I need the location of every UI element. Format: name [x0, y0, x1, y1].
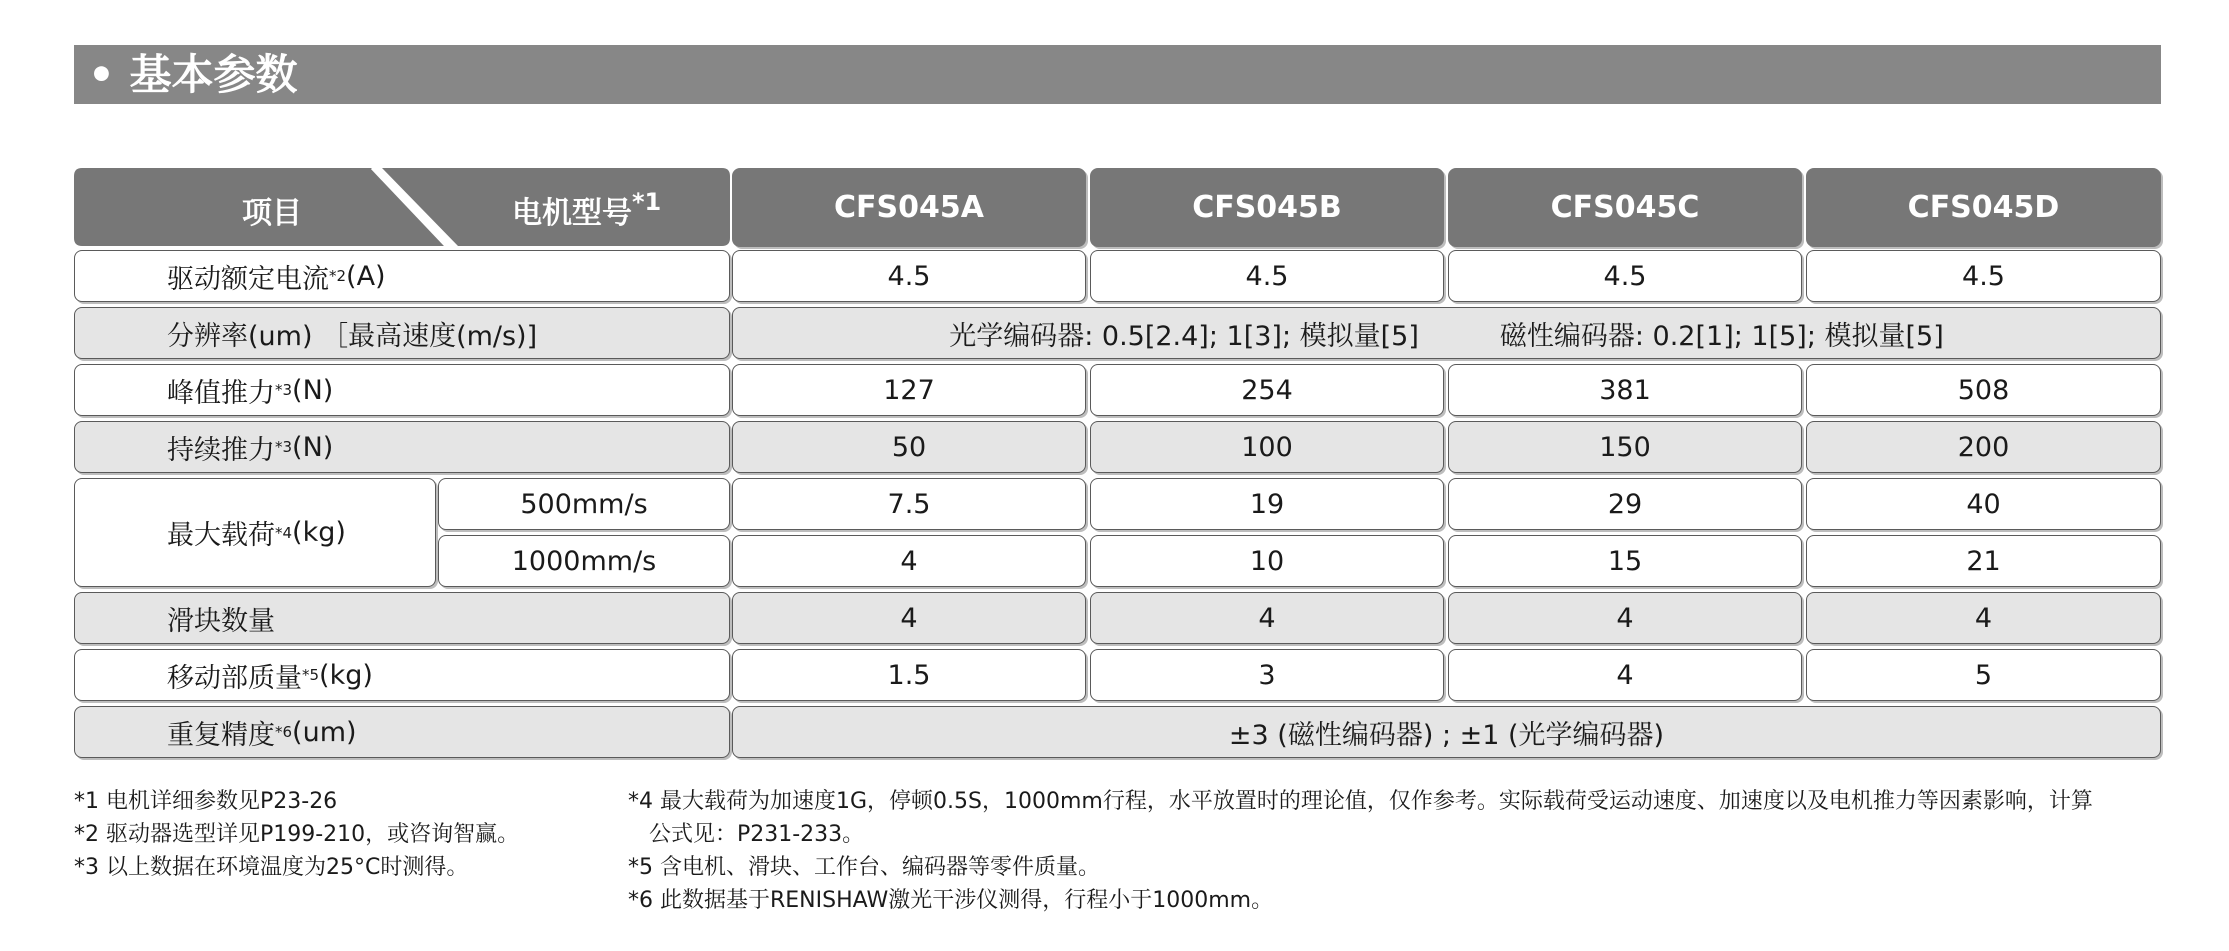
footnote: *2 驱动器选型详见P199-210，或咨询智赢。 [74, 822, 520, 847]
table-cell: 4.5 [1090, 250, 1444, 302]
table-cell: 100 [1090, 421, 1444, 473]
footnote: 公式见：P231-233。 [628, 822, 865, 847]
table-cell: 127 [732, 364, 1086, 416]
row-label-resolution: 分辨率(um) ［最高速度(m/s)] [74, 307, 730, 359]
table-cell: 4.5 [1806, 250, 2161, 302]
section-title: • 基本参数 [74, 45, 2161, 104]
table-cell: 200 [1806, 421, 2161, 473]
row-label-sliders: 滑块数量 [74, 592, 730, 644]
row-label-moving-mass: 移动部质量 *5 (kg) [74, 649, 730, 701]
table-cell: 7.5 [732, 478, 1086, 530]
table-cell: 3 [1090, 649, 1444, 701]
model-header-d: CFS045D [1806, 168, 2161, 247]
header-corner-cell [74, 168, 730, 248]
table-cell: 508 [1806, 364, 2161, 416]
table-cell: 1.5 [732, 649, 1086, 701]
model-header-b: CFS045B [1090, 168, 1444, 247]
row-label-continuous-force: 持续推力 *3 (N) [74, 421, 730, 473]
row-label-repeatability: 重复精度 *6 (um) [74, 706, 730, 758]
table-cell: 4.5 [732, 250, 1086, 302]
table-cell: 4.5 [1448, 250, 1802, 302]
table-cell: 15 [1448, 535, 1802, 587]
table-cell: 4 [732, 592, 1086, 644]
table-cell: 19 [1090, 478, 1444, 530]
table-cell: 4 [732, 535, 1086, 587]
row-label-current: 驱动额定电流 *2 (A) [74, 250, 730, 302]
table-cell: 381 [1448, 364, 1802, 416]
row-label-peak-force: 峰值推力 *3 (N) [74, 364, 730, 416]
footnote: *4 最大载荷为加速度1G，停顿0.5S，1000mm行程，水平放置时的理论值，仅作参考。实际载荷受运动速度、加速度以及电机推力等因素影响，计算 [628, 789, 2093, 814]
repeatability-value: ±3 (磁性编码器) ; ±1 (光学编码器) [732, 706, 2161, 758]
header-item-label: 项目 [242, 196, 302, 231]
resolution-value: 光学编码器: 0.5[2.4]; 1[3]; 模拟量[5] 磁性编码器: 0.2[1]; 1[5]; 模拟量[5] [732, 307, 2161, 359]
model-header-a: CFS045A [732, 168, 1086, 247]
table-cell: 10 [1090, 535, 1444, 587]
table-cell: 4 [1448, 592, 1802, 644]
payload-speed-1000: 1000mm/s [438, 535, 730, 587]
row-label-max-payload: 最大载荷 *4 (kg) [74, 478, 436, 587]
model-header-c: CFS045C [1448, 168, 1802, 247]
table-cell: 150 [1448, 421, 1802, 473]
payload-speed-500: 500mm/s [438, 478, 730, 530]
table-cell: 40 [1806, 478, 2161, 530]
footnote: *5 含电机、滑块、工作台、编码器等零件质量。 [628, 855, 1100, 880]
table-cell: 5 [1806, 649, 2161, 701]
table-cell: 50 [732, 421, 1086, 473]
footnote: *1 电机详细参数见P23-26 [74, 789, 338, 814]
table-cell: 4 [1090, 592, 1444, 644]
table-cell: 4 [1448, 649, 1802, 701]
footnote: *6 此数据基于RENISHAW激光干涉仪测得，行程小于1000mm。 [628, 888, 1274, 913]
table-cell: 29 [1448, 478, 1802, 530]
footnote: *3 以上数据在环境温度为25°C时测得。 [74, 855, 469, 880]
table-cell: 254 [1090, 364, 1444, 416]
header-model-label: 电机型号$^{*1}$ [512, 188, 662, 231]
table-cell: 4 [1806, 592, 2161, 644]
table-cell: 21 [1806, 535, 2161, 587]
